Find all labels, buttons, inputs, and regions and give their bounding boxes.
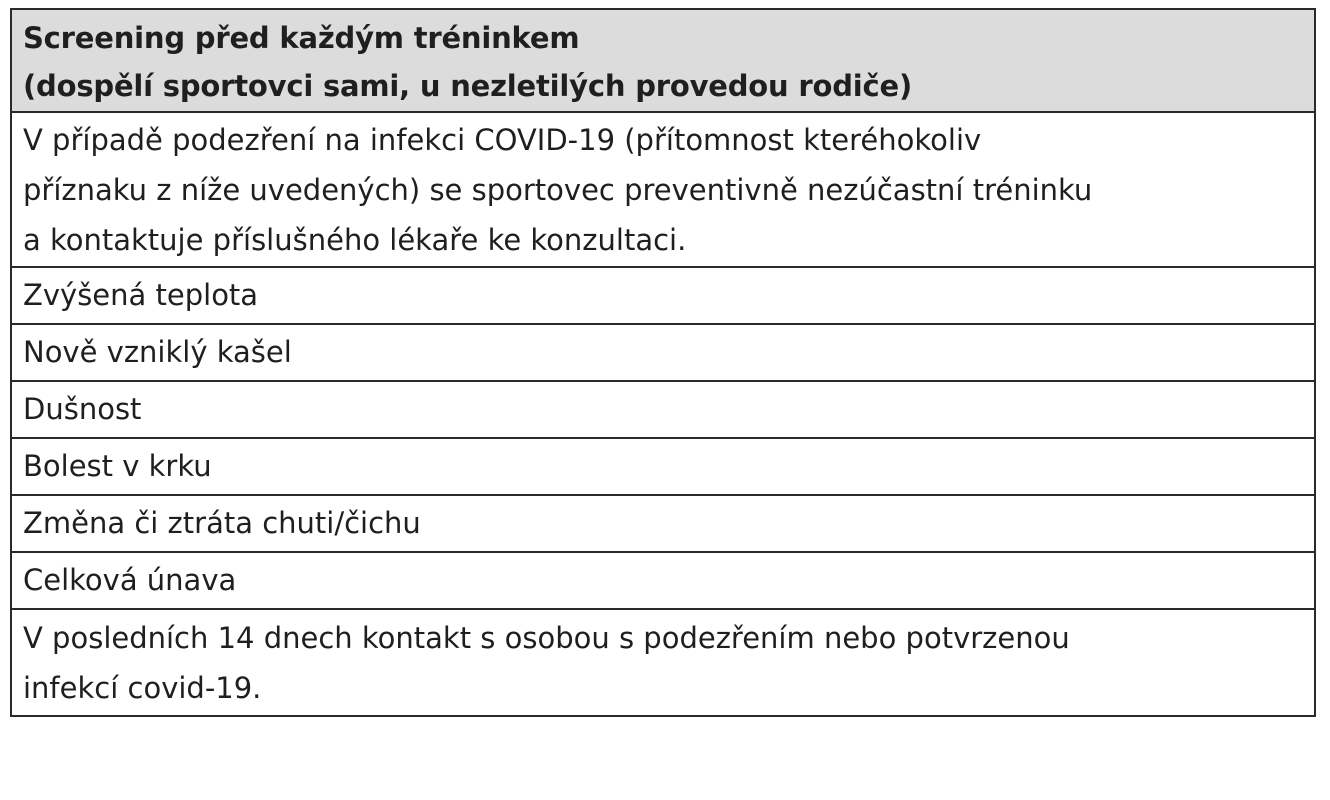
- table-body: [11, 112, 1315, 716]
- table-row: [11, 552, 1315, 609]
- contact-line-2: infekcí covid-19.: [23, 671, 262, 705]
- table-title-line-1: Screening před každým tréninkem: [23, 21, 580, 55]
- table-row: [11, 381, 1315, 438]
- contact-row: [11, 609, 1315, 716]
- table-row: [11, 324, 1315, 381]
- intro-cell: [11, 112, 1315, 267]
- symptom-new-cough: Nově vzniklý kašel: [11, 324, 1315, 381]
- table-row: [11, 438, 1315, 495]
- intro-line-1: V případě podezření na infekci COVID-19 (přítomnost kteréhokoliv: [23, 123, 982, 157]
- symptom-taste-smell-loss: Změna či ztráta chuti/čichu: [11, 495, 1315, 552]
- header-row: [11, 9, 1315, 112]
- symptom-sore-throat: Bolest v krku: [11, 438, 1315, 495]
- intro-row: [11, 112, 1315, 267]
- table-row: [11, 495, 1315, 552]
- intro-line-2: příznaku z níže uvedených) se sportovec preventivně nezúčastní tréninku: [23, 173, 1093, 207]
- symptom-shortness-of-breath: Dušnost: [11, 381, 1315, 438]
- table-title: [11, 9, 1315, 112]
- table-title-line-2: (dospělí sportovci sami, u nezletilých provedou rodiče): [23, 69, 913, 103]
- table-row: [11, 267, 1315, 324]
- intro-line-3: a kontaktuje příslušného lékaře ke konzultaci.: [23, 223, 687, 257]
- screening-table: [10, 8, 1316, 717]
- contact-line-1: V posledních 14 dnech kontakt s osobou s podezřením nebo potvrzenou: [23, 621, 1070, 655]
- contact-cell: [11, 609, 1315, 716]
- table-header: [11, 9, 1315, 112]
- symptom-fatigue: Celková únava: [11, 552, 1315, 609]
- symptom-elevated-temperature: Zvýšená teplota: [11, 267, 1315, 324]
